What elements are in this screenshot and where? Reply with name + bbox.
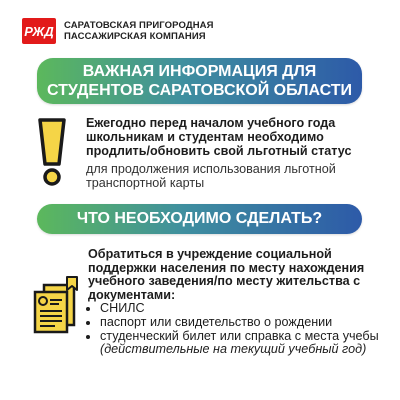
list-item-text: паспорт или свидетельство о рождении (100, 314, 333, 329)
rzd-logo (22, 18, 56, 44)
list-item-text: студенческий билет или справка с места учебы (100, 328, 379, 343)
list-item (100, 330, 383, 357)
validity-note: (действительные на текущий учебный год) (100, 342, 367, 357)
list-item (100, 316, 383, 330)
action-block (88, 248, 383, 357)
company-name-line1: САРАТОВСКАЯ ПРИГОРОДНАЯ (64, 20, 214, 31)
list-item (100, 302, 383, 316)
documents-icon (29, 276, 81, 336)
exclamation-icon (34, 116, 70, 188)
company-name (64, 20, 214, 42)
important-info-banner (37, 58, 362, 104)
svg-text:РЖД: РЖД (24, 24, 54, 39)
what-to-do-banner: ЧТО НЕОБХОДИМО СДЕЛАТЬ? (37, 204, 362, 234)
banner-title-line1: ВАЖНАЯ ИНФОРМАЦИЯ ДЛЯ (82, 63, 317, 80)
info-sub-text: для продолжения использования льготной транспортной карты (86, 162, 336, 191)
info-bold-text: Ежегодно перед началом учебного года школьникам и студентам необходимо продлить/обновить свой льготный статус (86, 116, 352, 159)
header (22, 18, 214, 44)
banner-title-line2: СТУДЕНТОВ САРАТОВСКОЙ ОБЛАСТИ (46, 82, 353, 99)
company-name-line2: ПАССАЖИРСКАЯ КОМПАНИЯ (64, 31, 206, 42)
list-item-text: СНИЛС (100, 301, 145, 316)
rzd-logo-icon (24, 22, 54, 40)
document-list (88, 302, 383, 356)
action-title: Обратиться в учреждение социальной поддержки населения по месту нахождения учебного заведения/по месту жительства с документами: (88, 247, 365, 302)
